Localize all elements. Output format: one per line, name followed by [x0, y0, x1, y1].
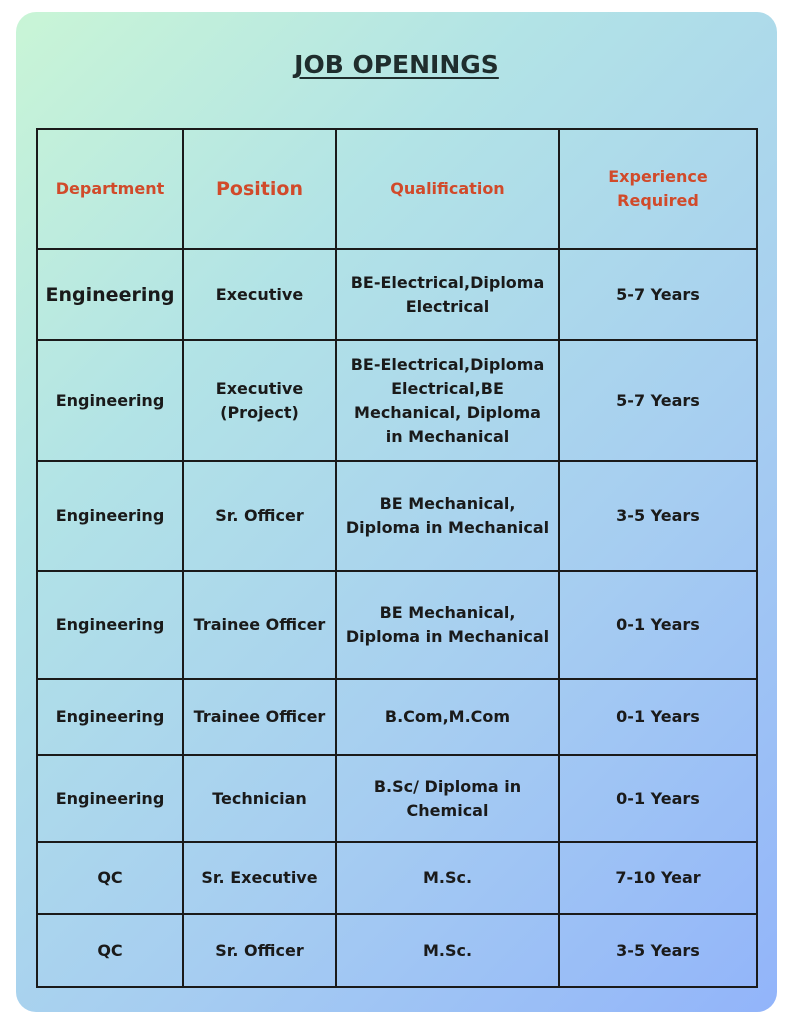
table-row	[37, 461, 757, 571]
cell-position: Executive (Project)	[183, 340, 336, 461]
table-row	[37, 914, 757, 987]
cell-department: Engineering	[37, 571, 183, 679]
table-row	[37, 340, 757, 461]
cell-position: Executive	[183, 249, 336, 340]
table-row	[37, 571, 757, 679]
table-row	[37, 679, 757, 755]
cell-position: Sr. Executive	[183, 842, 336, 914]
cell-qualification: BE-Electrical,Diploma Electrical	[336, 249, 559, 340]
cell-qualification: BE Mechanical, Diploma in Mechanical	[336, 461, 559, 571]
table-header-row	[37, 129, 757, 249]
header-department: Department	[37, 129, 183, 249]
cell-position: Sr. Officer	[183, 461, 336, 571]
cell-qualification: M.Sc.	[336, 842, 559, 914]
header-position: Position	[183, 129, 336, 249]
cell-experience: 0-1 Years	[559, 679, 757, 755]
cell-department: Engineering	[37, 679, 183, 755]
table-row	[37, 755, 757, 842]
job-openings-table	[36, 128, 758, 988]
cell-position: Sr. Officer	[183, 914, 336, 987]
cell-department: Engineering	[37, 340, 183, 461]
table-row	[37, 249, 757, 340]
cell-department: Engineering	[37, 461, 183, 571]
table-row	[37, 842, 757, 914]
cell-qualification: B.Com,M.Com	[336, 679, 559, 755]
cell-experience: 3-5 Years	[559, 914, 757, 987]
cell-department: Engineering	[37, 755, 183, 842]
cell-experience: 0-1 Years	[559, 571, 757, 679]
cell-position: Trainee Officer	[183, 679, 336, 755]
cell-department: QC	[37, 842, 183, 914]
cell-experience: 7-10 Year	[559, 842, 757, 914]
cell-department: Engineering	[37, 249, 183, 340]
cell-qualification: BE Mechanical, Diploma in Mechanical	[336, 571, 559, 679]
cell-experience: 5-7 Years	[559, 249, 757, 340]
cell-department: QC	[37, 914, 183, 987]
header-experience: Experience Required	[559, 129, 757, 249]
cell-experience: 5-7 Years	[559, 340, 757, 461]
cell-position: Technician	[183, 755, 336, 842]
cell-experience: 0-1 Years	[559, 755, 757, 842]
cell-experience: 3-5 Years	[559, 461, 757, 571]
cell-qualification: M.Sc.	[336, 914, 559, 987]
cell-position: Trainee Officer	[183, 571, 336, 679]
cell-qualification: B.Sc/ Diploma in Chemical	[336, 755, 559, 842]
cell-qualification: BE-Electrical,Diploma Electrical,BE Mechanical, Diploma in Mechanical	[336, 340, 559, 461]
header-qualification: Qualification	[336, 129, 559, 249]
page-title: JOB OPENINGS	[294, 50, 499, 79]
